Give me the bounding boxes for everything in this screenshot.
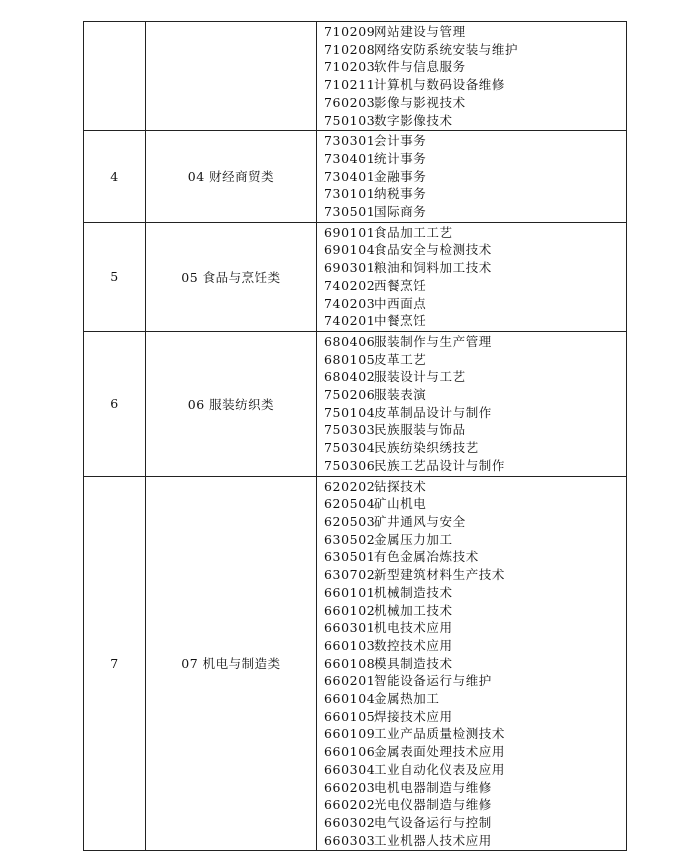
- major-name: 电机电器制造与维修: [374, 779, 492, 795]
- major-item: [324, 814, 626, 832]
- major-item: [324, 548, 626, 566]
- major-name: 金属表面处理技术应用: [374, 744, 506, 760]
- major-name: 有色金属冶炼技术: [374, 549, 479, 565]
- major-name: 中餐烹饪: [374, 313, 427, 329]
- major-code: 740203: [324, 295, 376, 311]
- major-name: 统计事务: [374, 150, 427, 166]
- major-item: [324, 779, 626, 797]
- major-name: 金属热加工: [374, 691, 440, 707]
- major-code: 750206: [324, 387, 376, 403]
- major-code: 750303: [324, 422, 376, 438]
- major-name: 影像与影视技术: [374, 94, 466, 110]
- major-code: 630502: [324, 531, 376, 547]
- table-row: [84, 476, 627, 851]
- major-code: 730501: [324, 204, 376, 220]
- major-name: 民族纺染织绣技艺: [374, 440, 479, 456]
- major-name: 金属压力加工: [374, 531, 453, 547]
- major-item: [324, 761, 626, 779]
- major-item: [324, 241, 626, 259]
- major-code: 730401: [324, 150, 376, 166]
- major-name: 食品安全与检测技术: [374, 242, 492, 258]
- row-number: 4: [84, 131, 146, 223]
- major-item: [324, 351, 626, 369]
- major-code: 660301: [324, 620, 376, 636]
- major-code: 680402: [324, 369, 376, 385]
- major-name: 工业自动化仪表及应用: [374, 761, 506, 777]
- major-item: [324, 637, 626, 655]
- major-item: [324, 513, 626, 531]
- major-item: [324, 655, 626, 673]
- major-item: [324, 368, 626, 386]
- major-code: 690101: [324, 224, 376, 240]
- major-item: [324, 404, 626, 422]
- major-item: [324, 708, 626, 726]
- major-code: 710208: [324, 41, 376, 57]
- major-name: 数字影像技术: [374, 112, 453, 128]
- major-item: [324, 94, 626, 112]
- major-name: 机械制造技术: [374, 584, 453, 600]
- major-name: 粮油和饲料加工技术: [374, 260, 492, 276]
- row-number: 5: [84, 222, 146, 331]
- majors-list: [317, 331, 627, 476]
- major-item: [324, 58, 626, 76]
- majors-list: [317, 131, 627, 223]
- major-item: [324, 584, 626, 602]
- major-item: [324, 421, 626, 439]
- major-name: 金融事务: [374, 168, 427, 184]
- major-code: 740201: [324, 313, 376, 329]
- major-code: 740202: [324, 277, 376, 293]
- major-code: 660108: [324, 655, 376, 671]
- major-item: [324, 41, 626, 59]
- major-name: 皮革制品设计与制作: [374, 404, 492, 420]
- major-name: 服装表演: [374, 387, 427, 403]
- major-item: [324, 531, 626, 549]
- major-item: [324, 203, 626, 221]
- major-name: 民族服装与饰品: [374, 422, 466, 438]
- major-name: 矿井通风与安全: [374, 513, 466, 529]
- major-code: 660102: [324, 602, 376, 618]
- major-code: 710203: [324, 59, 376, 75]
- major-code: 660109: [324, 726, 376, 742]
- row-number: [84, 22, 146, 131]
- major-item: [324, 832, 626, 850]
- major-code: 620503: [324, 513, 376, 529]
- major-item: [324, 185, 626, 203]
- row-number: 7: [84, 476, 146, 851]
- major-code: 750104: [324, 404, 376, 420]
- major-item: [324, 333, 626, 351]
- major-item: [324, 439, 626, 457]
- major-name: 模具制造技术: [374, 655, 453, 671]
- major-item: [324, 672, 626, 690]
- category-name: 06 服装纺织类: [146, 331, 317, 476]
- major-item: [324, 168, 626, 186]
- major-name: 计算机与数码设备维修: [374, 77, 506, 93]
- major-code: 620202: [324, 478, 376, 494]
- major-name: 会计事务: [374, 133, 427, 149]
- majors-table-body: [84, 22, 627, 851]
- major-item: [324, 566, 626, 584]
- major-code: 680105: [324, 351, 376, 367]
- major-item: [324, 602, 626, 620]
- major-code: 760203: [324, 94, 376, 110]
- major-code: 620504: [324, 496, 376, 512]
- table-row: [84, 331, 627, 476]
- major-code: 750103: [324, 112, 376, 128]
- major-name: 服装制作与生产管理: [374, 333, 492, 349]
- major-code: 660103: [324, 637, 376, 653]
- major-item: [324, 23, 626, 41]
- major-code: 750306: [324, 457, 376, 473]
- table-row: [84, 131, 627, 223]
- major-name: 数控技术应用: [374, 637, 453, 653]
- major-name: 软件与信息服务: [374, 59, 466, 75]
- major-code: 710211: [324, 77, 376, 93]
- majors-list: [317, 222, 627, 331]
- major-item: [324, 743, 626, 761]
- major-name: 电气设备运行与控制: [374, 814, 492, 830]
- major-item: [324, 495, 626, 513]
- major-code: 690104: [324, 242, 376, 258]
- major-code: 660203: [324, 779, 376, 795]
- major-name: 智能设备运行与维护: [374, 673, 492, 689]
- major-item: [324, 277, 626, 295]
- major-code: 660302: [324, 814, 376, 830]
- major-name: 中西面点: [374, 295, 427, 311]
- major-code: 710209: [324, 24, 376, 39]
- category-name: 05 食品与烹饪类: [146, 222, 317, 331]
- major-code: 660105: [324, 708, 376, 724]
- major-item: [324, 112, 626, 130]
- major-item: [324, 76, 626, 94]
- major-name: 工业产品质量检测技术: [374, 726, 506, 742]
- major-name: 网络安防系统安装与维护: [374, 41, 519, 57]
- major-item: [324, 457, 626, 475]
- major-code: 730101: [324, 186, 376, 202]
- table-row: [84, 222, 627, 331]
- major-name: 光电仪器制造与维修: [374, 797, 492, 813]
- major-item: [324, 132, 626, 150]
- category-name: 04 财经商贸类: [146, 131, 317, 223]
- major-item: [324, 796, 626, 814]
- major-name: 新型建筑材料生产技术: [374, 567, 506, 583]
- major-name: 服装设计与工艺: [374, 369, 466, 385]
- major-code: 630501: [324, 549, 376, 565]
- major-name: 工业机器人技术应用: [374, 832, 492, 848]
- major-name: 焊接技术应用: [374, 708, 453, 724]
- major-code: 660304: [324, 761, 376, 777]
- major-name: 钻探技术: [374, 478, 427, 494]
- major-item: [324, 386, 626, 404]
- major-code: 660202: [324, 797, 376, 813]
- major-item: [324, 312, 626, 330]
- major-name: 网站建设与管理: [374, 24, 466, 39]
- major-name: 纳税事务: [374, 186, 427, 202]
- major-item: [324, 690, 626, 708]
- major-code: 660106: [324, 744, 376, 760]
- major-name: 西餐烹饪: [374, 277, 427, 293]
- major-item: [324, 295, 626, 313]
- major-item: [324, 259, 626, 277]
- category-name: 07 机电与制造类: [146, 476, 317, 851]
- major-item: [324, 619, 626, 637]
- major-code: 690301: [324, 260, 376, 276]
- major-name: 机电技术应用: [374, 620, 453, 636]
- major-code: 680406: [324, 333, 376, 349]
- majors-list: [317, 476, 627, 851]
- major-code: 750304: [324, 440, 376, 456]
- table-row: [84, 22, 627, 131]
- major-item: [324, 150, 626, 168]
- major-code: 630702: [324, 567, 376, 583]
- major-item: [324, 478, 626, 496]
- major-code: 660303: [324, 832, 376, 848]
- major-code: 660101: [324, 584, 376, 600]
- major-code: 730301: [324, 133, 376, 149]
- major-code: 730401: [324, 168, 376, 184]
- major-item: [324, 224, 626, 242]
- major-code: 660104: [324, 691, 376, 707]
- majors-table: [83, 21, 627, 851]
- major-name: 国际商务: [374, 204, 427, 220]
- category-name: [146, 22, 317, 131]
- major-item: [324, 725, 626, 743]
- major-name: 机械加工技术: [374, 602, 453, 618]
- major-code: 660201: [324, 673, 376, 689]
- major-name: 矿山机电: [374, 496, 427, 512]
- row-number: 6: [84, 331, 146, 476]
- major-name: 民族工艺品设计与制作: [374, 457, 506, 473]
- majors-list: [317, 22, 627, 131]
- major-name: 食品加工工艺: [374, 224, 453, 240]
- major-name: 皮革工艺: [374, 351, 427, 367]
